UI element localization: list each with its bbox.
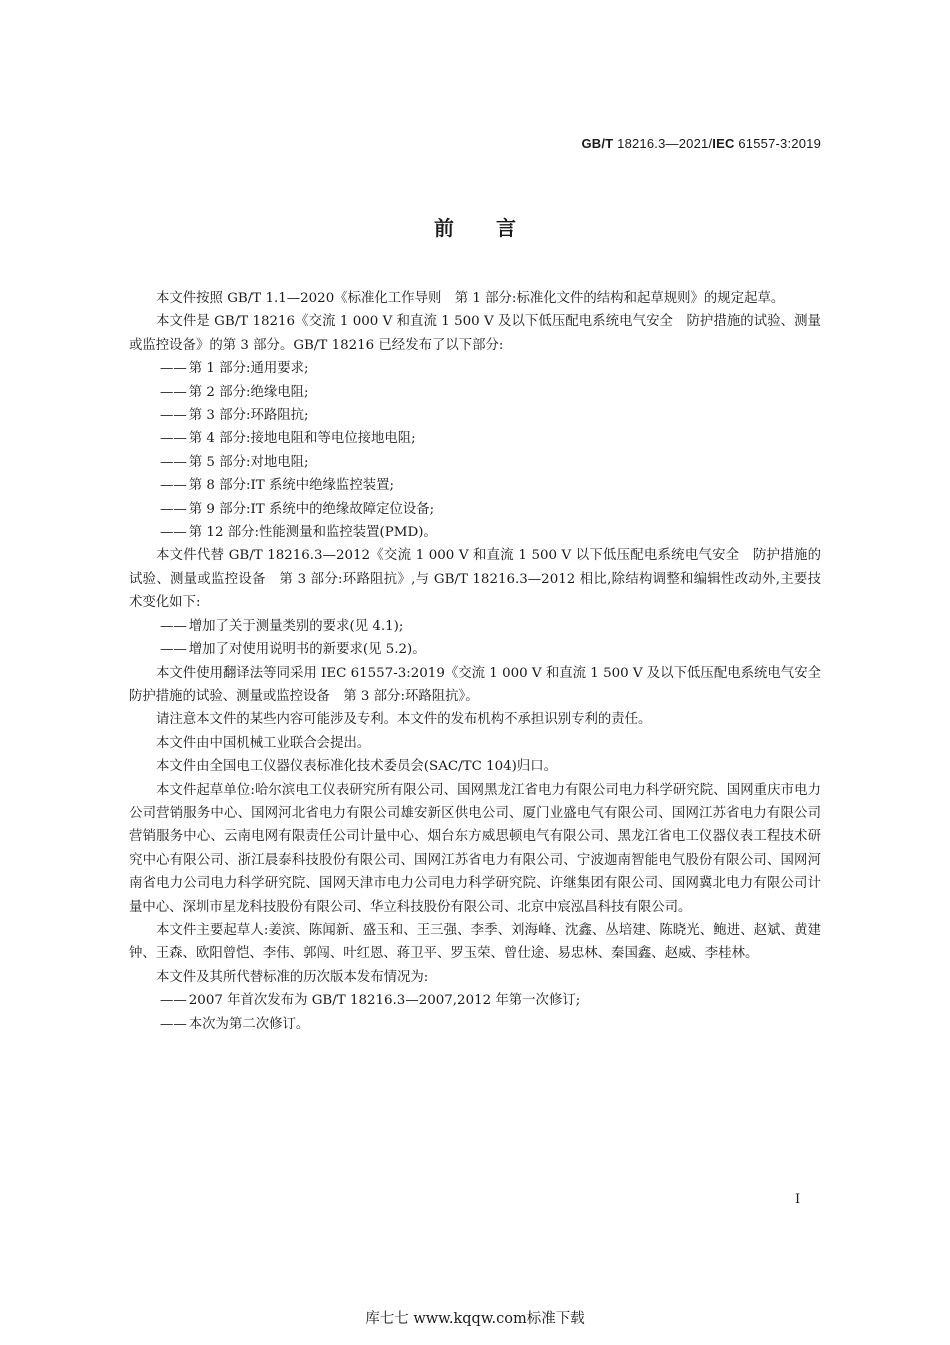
iec-prefix: IEC	[712, 136, 735, 151]
paragraph-committee: 本文件由全国电工仪器仪表标准化技术委员会(SAC/TC 104)归口。	[156, 759, 558, 775]
footer-watermark: 库七七 www.kqqw.com标准下载	[365, 1311, 585, 1327]
list-item: —— 第 2 部分:绝缘电阻;	[160, 384, 309, 400]
dash: ——	[160, 408, 187, 424]
paragraph-adoption: 本文件使用翻译法等同采用 IEC 61557-3:2019《交流 1 000 V 和直流 1 500 V 及以下低压配电系统电气安全 防护措施的试验、测量或监控设备 第 3 部分:环路阻抗》。	[129, 665, 835, 704]
dash: ——	[160, 384, 187, 400]
foreword-body	[129, 287, 835, 1036]
paragraph-replaces: 本文件代替 GB/T 18216.3—2012《交流 1 000 V 和直流 1 500 V 以下低压配电系统电气安全 防护措施的试验、测量或监控设备 第 3 部分:环路阻抗》,与 GB/T 18216.3—2012 相比,除结构调整和编辑性改动外,主要技术变化如下:	[129, 548, 821, 611]
list-item: —— 增加了对使用说明书的新要求(见 5.2)。	[160, 642, 426, 658]
paragraph-series-intro: 本文件是 GB/T 18216《交流 1 000 V 和直流 1 500 V 及以下低压配电系统电气安全 防护措施的试验、测量或监控设备》的第 3 部分。GB/T 18216 已经发布了以下部分:	[129, 314, 821, 353]
list-item: —— 第 8 部分:IT 系统中绝缘监控装置;	[160, 478, 395, 494]
dash: ——	[160, 525, 187, 541]
dash: ——	[160, 501, 187, 517]
history-list	[129, 989, 821, 1036]
list-item: —— 第 4 部分:接地电阻和等电位接地电阻;	[160, 431, 416, 447]
list-item: —— 第 5 部分:对地电阻;	[160, 454, 309, 470]
page-title: 前言	[434, 216, 558, 240]
dash: ——	[160, 993, 187, 1009]
gb-number: 18216.3—2021/	[613, 136, 713, 151]
paragraph-history-intro: 本文件及其所代替标准的历次版本发布情况为:	[156, 969, 429, 985]
gb-prefix: GB/T	[581, 136, 614, 151]
changes-list	[129, 615, 821, 662]
list-item: —— 第 12 部分:性能测量和监控装置(PMD)。	[160, 525, 437, 541]
paragraph-proposer: 本文件由中国机械工业联合会提出。	[156, 735, 371, 751]
document-code	[581, 136, 821, 151]
dash: ——	[160, 431, 187, 447]
paragraph-drafting-units: 本文件起草单位:哈尔滨电工仪表研究所有限公司、国网黑龙江省电力有限公司电力科学研究院、国网重庆市电力公司营销服务中心、国网河北省电力有限公司雄安新区供电公司、厦门业盛电气有限公司、国网江苏省电力有限公司营销服务中心、云南电网有限责任公司计量中心、烟台东方威思顿电气有限公司、黑龙江省电工仪器仪表工程技术研究中心有限公司、浙江晨泰科技股份有限公司、国网江苏省电力有限公司、宁波迦南智能电气股份有限公司、国网河南省电力公司电力科学研究院、国网天津市电力公司电力科学研究院、许继集团有限公司、国网冀北电力有限公司计量中心、深圳市星龙科技股份有限公司、华立科技股份有限公司、北京中宸泓昌科技有限公司。	[129, 782, 821, 915]
list-item: —— 本次为第二次修订。	[160, 1016, 310, 1032]
paragraph-patent-notice: 请注意本文件的某些内容可能涉及专利。本文件的发布机构不承担识别专利的责任。	[156, 712, 652, 728]
page-number: I	[795, 1192, 801, 1207]
paragraph-drafting-rules: 本文件按照 GB/T 1.1—2020《标准化工作导则 第 1 部分:标准化文件的结构和起草规则》的规定起草。	[156, 291, 785, 306]
dash: ——	[160, 454, 187, 470]
dash: ——	[160, 642, 187, 658]
dash: ——	[160, 1016, 187, 1032]
list-item: —— 2007 年首次发布为 GB/T 18216.3—2007,2012 年第一次修订;	[160, 993, 581, 1009]
dash: ——	[160, 478, 187, 494]
dash: ——	[160, 618, 187, 634]
list-item: —— 第 3 部分:环路阻抗;	[160, 408, 309, 424]
list-item: —— 增加了关于测量类别的要求(见 4.1);	[160, 618, 404, 634]
paragraph-drafters: 本文件主要起草人:姜滨、陈闻新、盛玉和、王三强、李季、刘海峰、沈鑫、丛培建、陈晓光、鲍进、赵斌、黄建钟、王森、欧阳曾恺、李伟、郭闯、叶红恩、蒋卫平、罗玉荣、曾仕途、易忠林、秦国鑫、赵威、李桂林。	[129, 922, 821, 962]
list-item: —— 第 9 部分:IT 系统中的绝缘故障定位设备;	[160, 501, 435, 517]
dash: ——	[160, 361, 187, 377]
list-item: —— 第 1 部分:通用要求;	[160, 361, 309, 377]
parts-list	[129, 357, 821, 544]
iec-number: 61557-3:2019	[734, 136, 821, 151]
